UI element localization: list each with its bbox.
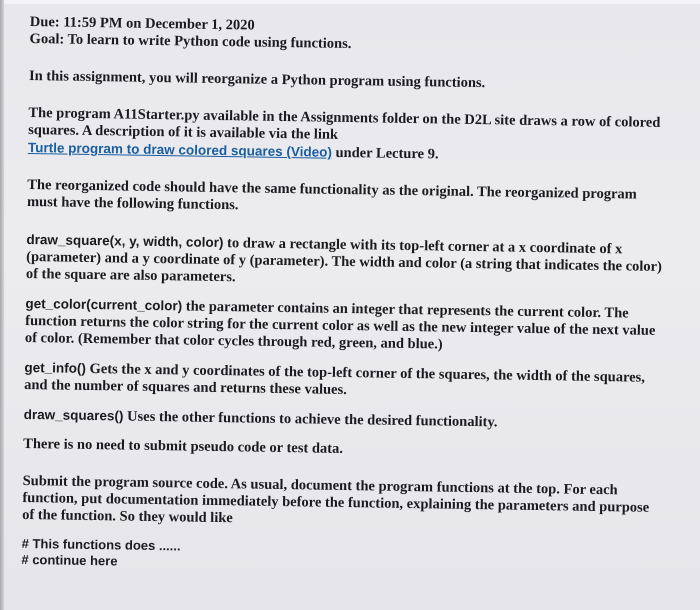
function-get-info: [24, 359, 664, 404]
program-text-after: under Lecture 9.: [331, 144, 439, 163]
function-description: to draw a rectangle with its top-left corner at a x coordinate of x (parameter) and a y coordinate of y (parameter). The width and color (a string that indicates the color) of the square are also parameters.: [25, 235, 662, 286]
function-description: Uses the other functions to achieve the desired functionality.: [123, 408, 498, 431]
code-comment-line: # This functions does ......: [21, 535, 181, 554]
code-comment-line: # continue here: [21, 551, 118, 569]
function-name: draw_square(x, y, width, color): [26, 231, 224, 251]
function-get-color: [25, 295, 666, 357]
goal-line: Goal: To learn to write Python code using functions.: [29, 30, 352, 53]
submit-paragraph: Submit the program source code. As usual, document the program functions at the top. For each function, put documentation immediately before the function, explaining the parameters and purpose of the function. So they would like: [22, 472, 650, 527]
left-edge: [0, 0, 4, 610]
function-draw-square: [26, 231, 667, 293]
top-edge: [0, 0, 700, 4]
reorganized-paragraph: The reorganized code should have the same functionality as the original. The reorganized program must have the following functions.: [26, 176, 637, 214]
function-description: Gets the x and y coordinates of the top-left corner of the squares, the width of the squares, and the number of squares and returns these values.: [24, 360, 646, 399]
due-line: Due: 11:59 PM on December 1, 2020: [29, 14, 255, 34]
program-paragraph: [28, 105, 669, 167]
function-name: draw_squares(): [23, 406, 124, 424]
program-text: The program A11Starter.py available in the Assignments folder on the D2L site draws a row of colored squares. A description of it is available via the link: [28, 104, 661, 143]
function-draw-squares: [24, 406, 664, 434]
function-description: the parameter contains an integer that represents the current color. The function returns the color string for the current color as well as the new integer value of the next value of color. (Remember that color cycles through red, green, and blue.): [24, 298, 656, 353]
function-name: get_info(): [24, 359, 87, 376]
assignment-content: [21, 14, 670, 578]
video-link[interactable]: Turtle program to draw colored squares (Video): [27, 139, 333, 160]
intro-paragraph: In this assignment, you will reorganize a Python program using functions.: [28, 67, 486, 92]
function-name: get_color(current_color): [25, 295, 183, 314]
no-pseudo-line: There is no need to submit pseudo code or test data.: [23, 435, 344, 457]
